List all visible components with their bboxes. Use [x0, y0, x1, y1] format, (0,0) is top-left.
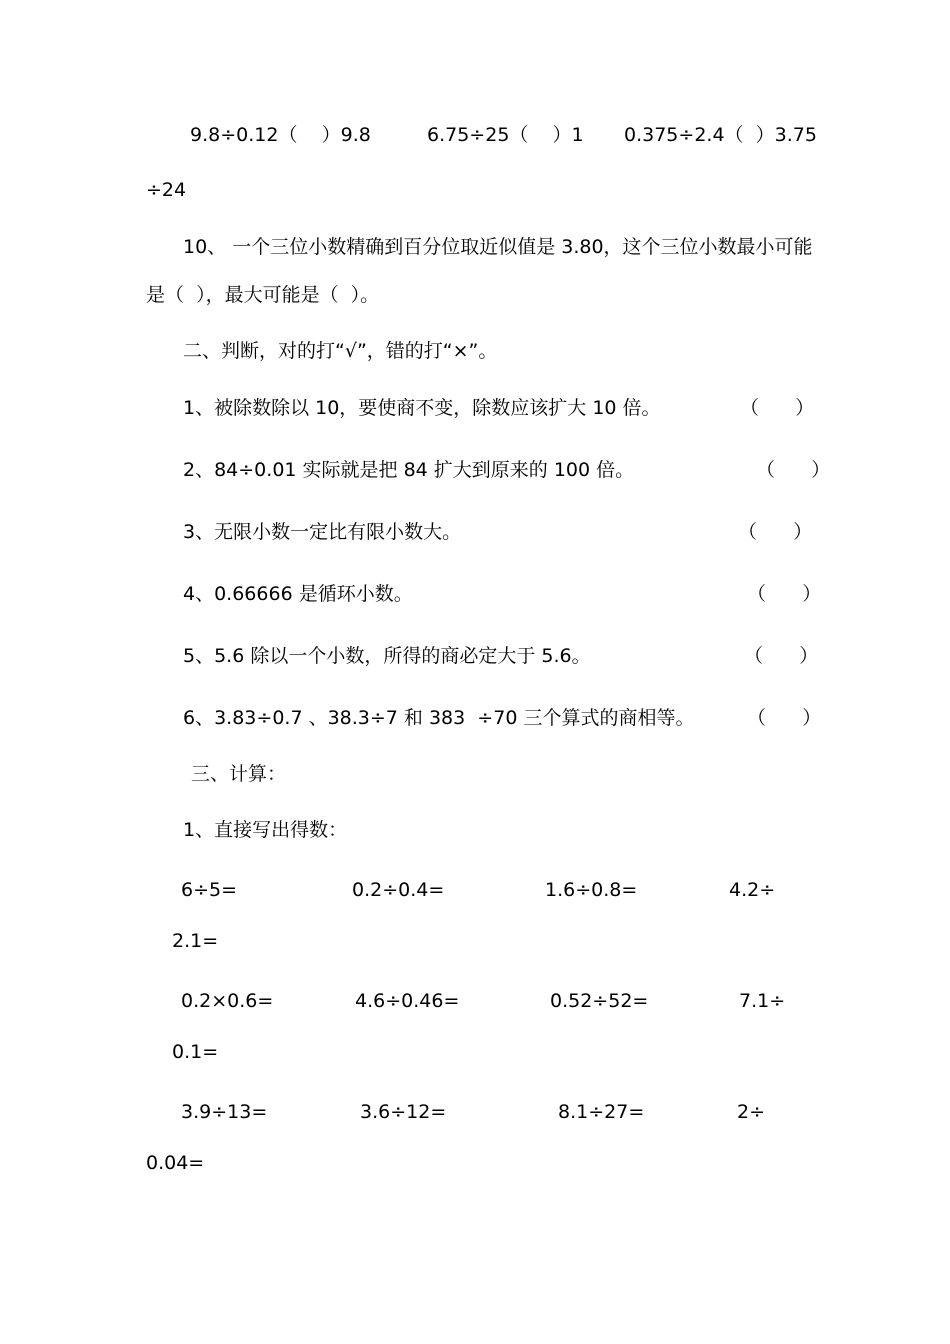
q10-line1: 10、 一个三位小数精确到百分位取近似值是 3.80，这个三位小数最小可能: [183, 236, 813, 258]
calc-r3-d: 2÷: [737, 1101, 766, 1123]
judge-answer-blank-6[interactable]: （ ）: [747, 707, 822, 729]
calc-r3-b: 3.6÷12=: [360, 1101, 447, 1123]
q10-line2: 是（ ），最大可能是（ ）。: [146, 284, 380, 306]
q9-expr-b: 6.75÷25（ ）1: [427, 124, 584, 146]
calc-r1-d-continued: 2.1=: [172, 930, 219, 952]
judge-answer-blank-2[interactable]: （ ）: [756, 459, 831, 481]
q9-expr-c: 0.375÷2.4（ ）3.75: [624, 124, 817, 146]
judge-item-1: 1、被除数除以 10，要使商不变，除数应该扩大 10 倍。: [183, 397, 661, 419]
q9-expr-c-continued: ÷24: [146, 179, 187, 201]
calc-r3-c: 8.1÷27=: [558, 1101, 645, 1123]
judge-answer-blank-3[interactable]: （ ）: [738, 521, 813, 543]
calc-r1-a: 6÷5=: [181, 879, 238, 901]
calc-r3-d-continued: 0.04=: [146, 1152, 205, 1174]
judge-item-3: 3、无限小数一定比有限小数大。: [183, 521, 462, 543]
calc-r2-a: 0.2×0.6=: [181, 990, 274, 1012]
judge-item-6: 6、3.83÷0.7 、38.3÷7 和 383 ÷70 三个算式的商相等。: [183, 707, 695, 729]
section3-sub1: 1、直接写出得数：: [183, 819, 348, 841]
calc-r1-c: 1.6÷0.8=: [545, 879, 638, 901]
judge-item-5: 5、5.6 除以一个小数，所得的商必定大于 5.6。: [183, 645, 591, 667]
judge-answer-blank-5[interactable]: （ ）: [744, 645, 819, 667]
calc-r1-d: 4.2÷: [729, 879, 776, 901]
calc-r2-b: 4.6÷0.46=: [355, 990, 460, 1012]
calc-r1-b: 0.2÷0.4=: [352, 879, 445, 901]
q9-expr-a: 9.8÷0.12（ ）9.8: [190, 124, 371, 146]
judge-item-2: 2、84÷0.01 实际就是把 84 扩大到原来的 100 倍。: [183, 459, 635, 481]
section3-heading: 三、计算：: [191, 763, 287, 785]
judge-answer-blank-4[interactable]: （ ）: [747, 583, 822, 605]
calc-r2-d: 7.1÷: [739, 990, 786, 1012]
section2-heading: 二、判断，对的打“√”，错的打“×”。: [183, 340, 498, 362]
calc-r2-d-continued: 0.1=: [172, 1041, 219, 1063]
judge-answer-blank-1[interactable]: （ ）: [740, 397, 815, 419]
calc-r2-c: 0.52÷52=: [550, 990, 649, 1012]
calc-r3-a: 3.9÷13=: [181, 1101, 268, 1123]
judge-item-4: 4、0.66666 是循环小数。: [183, 583, 413, 605]
